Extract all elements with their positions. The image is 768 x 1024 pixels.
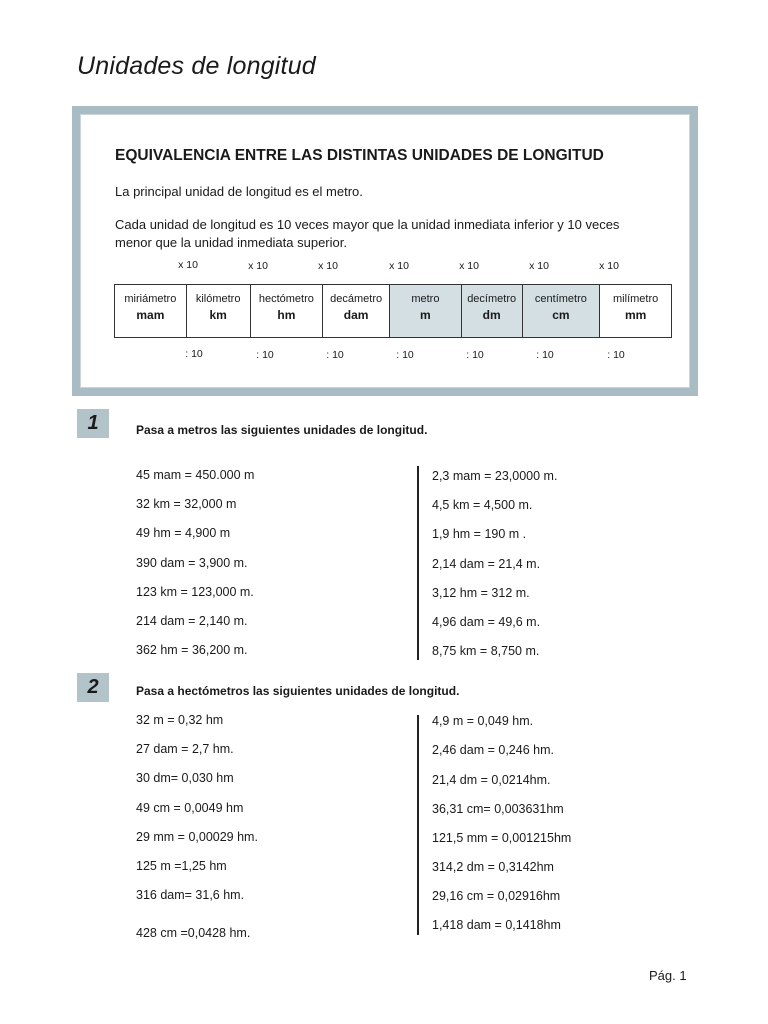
exercise-item: 4,5 km = 4,500 m. — [432, 498, 533, 512]
unit-name: metro — [411, 293, 440, 305]
multiply-label: x 10 — [459, 260, 479, 272]
divide-label: : 10 — [185, 348, 203, 360]
exercise-item: 428 cm =0,0428 hm. — [136, 926, 251, 940]
unit-name: centímetro — [534, 293, 587, 305]
exercise-2-number: 2 — [77, 673, 109, 702]
divide-label: : 10 — [607, 349, 625, 361]
equivalence-intro: La principal unidad de longitud es el metro. — [115, 184, 363, 199]
divide-label: : 10 — [536, 349, 554, 361]
multiply-label: x 10 — [599, 260, 619, 272]
units-table — [114, 284, 672, 338]
multiply-label: x 10 — [318, 260, 338, 272]
exercise-2-divider — [417, 715, 419, 935]
exercise-item: 29,16 cm = 0,02916hm — [432, 889, 561, 903]
unit-abbr: cm — [552, 308, 570, 322]
divide-label: : 10 — [326, 349, 344, 361]
exercise-item: 4,96 dam = 49,6 m. — [432, 615, 541, 629]
unit-abbr: dm — [482, 308, 501, 322]
exercise-item: 2,14 dam = 21,4 m. — [432, 557, 541, 571]
unit-abbr: mm — [624, 308, 647, 322]
equivalence-heading: EQUIVALENCIA ENTRE LAS DISTINTAS UNIDADES DE LONGITUD — [115, 147, 604, 164]
unit-cell-mm — [600, 285, 671, 337]
unit-cell-dam — [323, 285, 390, 337]
exercise-item: 362 hm = 36,200 m. — [136, 643, 248, 657]
unit-cell-km — [187, 285, 251, 337]
unit-abbr: km — [209, 308, 227, 322]
exercise-item: 1,9 hm = 190 m . — [432, 527, 527, 541]
exercise-item: 390 dam = 3,900 m. — [136, 556, 248, 570]
exercise-item: 121,5 mm = 0,001215hm — [432, 831, 572, 845]
unit-cell-cm — [523, 285, 601, 337]
unit-name: hectómetro — [258, 293, 314, 305]
exercise-item: 4,9 m = 0,049 hm. — [432, 714, 534, 728]
unit-name: milímetro — [613, 293, 659, 305]
exercise-item: 314,2 dm = 0,3142hm — [432, 860, 554, 874]
divide-label: : 10 — [256, 349, 274, 361]
exercise-item: 30 dm= 0,030 hm — [136, 771, 234, 785]
exercise-item: 29 mm = 0,00029 hm. — [136, 830, 258, 844]
exercise-item: 21,4 dm = 0,0214hm. — [432, 773, 551, 787]
page-title: Unidades de longitud — [77, 52, 316, 80]
unit-abbr: mam — [136, 308, 165, 322]
multiply-label: x 10 — [389, 260, 409, 272]
exercise-item: 1,418 dam = 0,1418hm — [432, 918, 561, 932]
unit-cell-mam — [115, 285, 187, 337]
divide-label: : 10 — [396, 349, 414, 361]
equivalence-explanation: Cada unidad de longitud es 10 veces mayor que la unidad inmediata inferior y 10 veces menor que la unidad inmediata superior. — [115, 217, 620, 250]
exercise-2-title: Pasa a hectómetros las siguientes unidades de longitud. — [136, 684, 460, 698]
exercise-item: 2,46 dam = 0,246 hm. — [432, 743, 554, 757]
unit-name: miriámetro — [124, 293, 177, 305]
exercise-item: 8,75 km = 8,750 m. — [432, 644, 540, 658]
unit-name: kilómetro — [195, 293, 241, 305]
equivalence-box — [72, 106, 698, 396]
exercise-item: 2,3 mam = 23,0000 m. — [432, 469, 558, 483]
exercise-item: 36,31 cm= 0,003631hm — [432, 802, 564, 816]
exercise-item: 32 km = 32,000 m — [136, 497, 237, 511]
unit-abbr: hm — [277, 308, 296, 322]
unit-name: decímetro — [467, 293, 517, 305]
multiply-label: x 10 — [248, 260, 268, 272]
exercise-item: 32 m = 0,32 hm — [136, 713, 224, 727]
multiply-label: x 10 — [529, 260, 549, 272]
exercise-item: 3,12 hm = 312 m. — [432, 586, 530, 600]
unit-cell-hm — [251, 285, 324, 337]
exercise-1-title: Pasa a metros las siguientes unidades de longitud. — [136, 423, 428, 437]
multiply-label: x 10 — [178, 259, 198, 271]
exercise-item: 27 dam = 2,7 hm. — [136, 742, 234, 756]
exercise-item: 45 mam = 450.000 m — [136, 468, 255, 482]
exercise-item: 125 m =1,25 hm — [136, 859, 227, 873]
exercise-item: 316 dam= 31,6 hm. — [136, 888, 245, 902]
equivalence-box-inner — [80, 114, 690, 388]
unit-cell-m — [390, 285, 462, 337]
exercise-1-number: 1 — [77, 409, 109, 438]
exercise-item: 123 km = 123,000 m. — [136, 585, 254, 599]
exercise-1-divider — [417, 466, 419, 660]
unit-name: decámetro — [330, 293, 383, 305]
divide-label: : 10 — [466, 349, 484, 361]
exercise-item: 49 hm = 4,900 m — [136, 526, 231, 540]
exercise-item: 49 cm = 0,0049 hm — [136, 801, 244, 815]
unit-cell-dm — [462, 285, 523, 337]
exercise-item: 214 dam = 2,140 m. — [136, 614, 248, 628]
page-number: Pág. 1 — [649, 968, 687, 983]
unit-abbr: dam — [343, 308, 369, 322]
unit-abbr: m — [420, 308, 431, 322]
